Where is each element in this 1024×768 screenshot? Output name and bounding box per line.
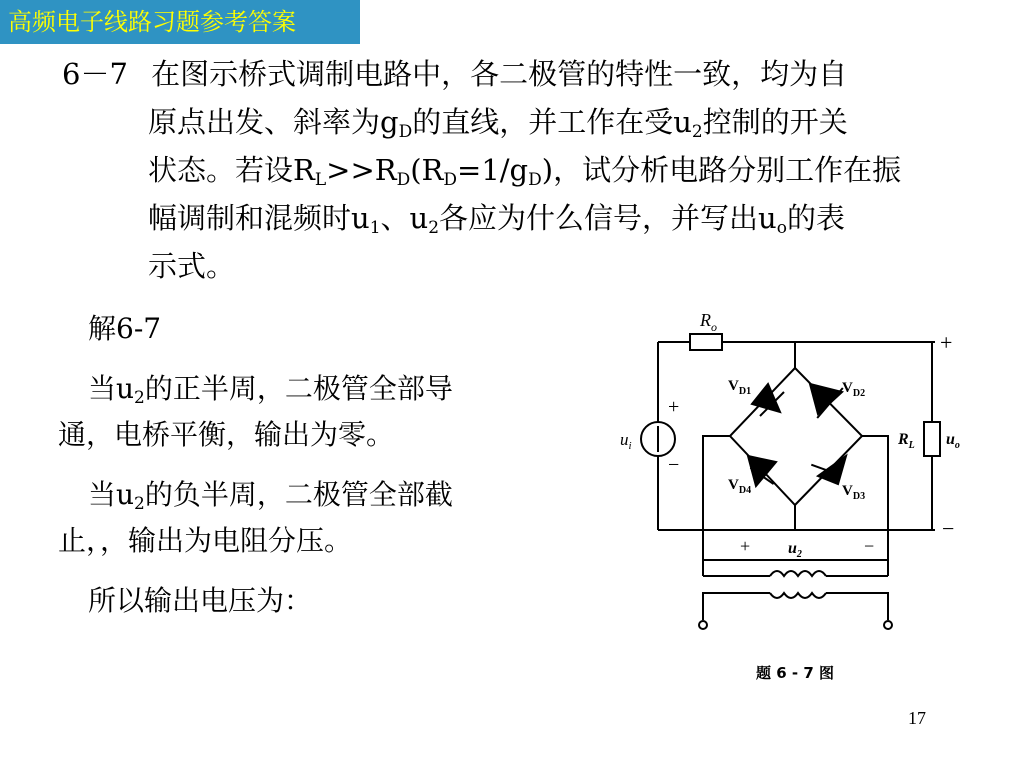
source-minus: − [668, 454, 680, 476]
text-run: >>R [326, 153, 397, 187]
problem-number: 6－7 [62, 57, 128, 91]
uo-label: $u_o$ [946, 431, 960, 451]
diode-vd4 [748, 456, 776, 488]
output-minus: − [942, 516, 955, 541]
solution-para-3: 所以输出电压为： [88, 584, 313, 617]
terminal-right [884, 621, 892, 629]
text-run: 状态。若设R [148, 153, 315, 187]
subscript: 1 [369, 218, 381, 238]
subscript: 2 [134, 388, 145, 408]
text-run: 、u [380, 201, 429, 235]
problem-line-2 [62, 98, 982, 146]
solution-para-2 [58, 472, 558, 518]
text-run: 各应为什么信号，并写出u [439, 201, 777, 235]
subscript: D [528, 170, 542, 190]
transformer-primary [770, 593, 826, 598]
source-plus: + [668, 396, 680, 418]
text-run: 当u [88, 478, 135, 511]
text-run: (R [410, 153, 444, 187]
subscript: D [443, 170, 458, 190]
u2-label: $u_2$ [788, 540, 802, 560]
vd4-label: $V_{D4}$ [728, 477, 752, 496]
resistor-r0 [690, 334, 722, 350]
u2-minus: − [864, 536, 875, 556]
solution-para-1-cont: 通，电桥平衡，输出为零。 [58, 418, 395, 451]
text-run: 控制的开关 [702, 105, 848, 139]
text-run: 当u [88, 372, 135, 405]
text-run: 的正半周，二极管全部导 [144, 372, 453, 405]
text-run: =1/g [457, 153, 529, 187]
solution-para-1 [58, 366, 558, 412]
output-plus: + [940, 330, 953, 355]
u2-plus: + [740, 536, 751, 556]
solution-para-2-cont: 止，，输出为电阻分压。 [58, 524, 353, 557]
problem-statement [62, 50, 982, 290]
subscript: 2 [134, 494, 145, 514]
title-bar [0, 0, 360, 44]
slide-title: 高频电子线路习题参考答案 [8, 8, 296, 36]
subscript: D [398, 122, 413, 142]
figure-caption: 题 6 - 7 图 [756, 664, 834, 682]
text-run: )，试分析电路分别工作在振 [541, 153, 902, 187]
subscript: L [314, 170, 327, 190]
bridge-circuit-diagram [600, 296, 990, 696]
text-run: 示式。 [148, 249, 236, 283]
text-run: 原点出发、斜率为g [148, 105, 399, 139]
r0-label: $R_o$ [700, 310, 717, 334]
terminal-left [699, 621, 707, 629]
subscript: 2 [428, 218, 440, 238]
text-run: 的直线，并工作在受u [412, 105, 692, 139]
diode-vd1 [752, 384, 784, 416]
resistor-rl [924, 422, 940, 456]
transformer-secondary [770, 571, 826, 576]
vd1-label: $V_{D1}$ [728, 378, 752, 397]
ui-label: $u_i$ [620, 430, 632, 452]
problem-text: 在图示桥式调制电路中，各二极管的特性一致，均为自 [151, 57, 848, 91]
subscript: o [776, 218, 787, 238]
vd2-label: $V_{D2}$ [842, 380, 866, 399]
subscript: 2 [691, 122, 703, 142]
text-run: 的表 [786, 201, 845, 235]
vd3-label: $V_{D3}$ [842, 483, 866, 502]
solution-heading: 解6-7 [88, 312, 162, 345]
rl-label: $R_L$ [898, 431, 915, 451]
problem-line-1 [62, 50, 982, 98]
diode-vd3 [811, 456, 846, 484]
solution [58, 306, 558, 624]
page-number: 17 [908, 708, 926, 728]
diode-vd2 [810, 384, 843, 421]
problem-line-5 [62, 242, 982, 290]
text-run: 幅调制和混频时u [148, 201, 370, 235]
problem-line-3 [62, 146, 982, 194]
text-run: 的负半周，二极管全部截 [144, 478, 453, 511]
subscript: D [396, 170, 411, 190]
problem-line-4 [62, 194, 982, 242]
